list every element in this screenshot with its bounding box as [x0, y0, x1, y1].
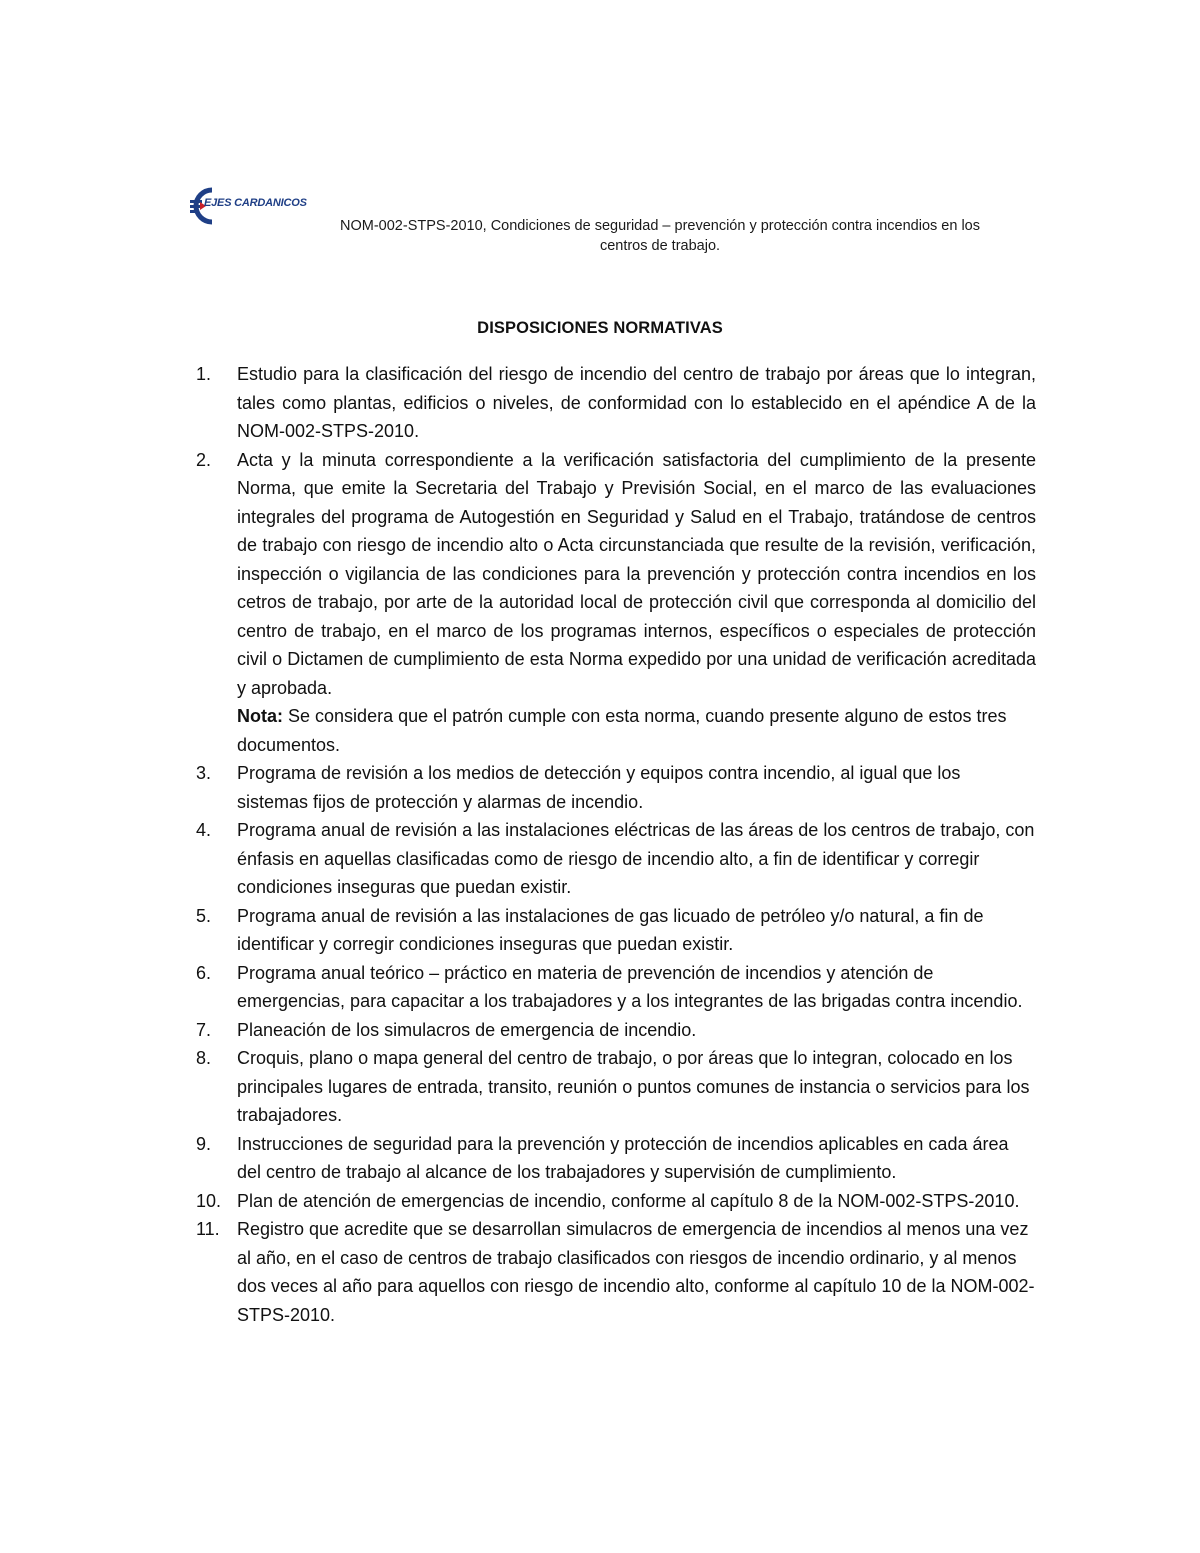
provisions-list [196, 360, 1036, 1329]
item-text: Programa anual de revisión a las instalaciones de gas licuado de petróleo y/o natural, a fin de identificar y corregir condiciones inseguras que puedan existir. [237, 905, 984, 954]
item-number: 9. [196, 1133, 212, 1154]
item-number: 6. [196, 962, 212, 983]
header-line-1: NOM-002-STPS-2010, Condiciones de seguridad – prevención y protección contra incendios en los [340, 218, 980, 234]
item-number: 11. [196, 1219, 220, 1239]
item-number: 1. [196, 364, 212, 384]
list-item [196, 446, 1036, 760]
list-item [196, 959, 1036, 1016]
item-number: 5. [196, 905, 212, 926]
item-note [237, 702, 1036, 759]
item-text: Registro que acredite que se desarrollan simulacros de emergencia de incendios al menos una vez al año, en el caso de centros de trabajo clasificados con riesgos de incendio ordinario, y al menos dos veces al año para aquellos con riesgo de incendio alto, conforme al capítulo 10 de la NOM-002-STPS-2010. [237, 1219, 1035, 1325]
item-text: Croquis, plano o mapa general del centro de trabajo, o por áreas que lo integran, colocado en los principales lugares de entrada, transito, reunión o puntos comunes de instancia o servicios para los trabajadores. [237, 1048, 1030, 1125]
list-item [196, 360, 1036, 446]
item-number: 10. [196, 1190, 222, 1211]
item-text: Programa de revisión a los medios de detección y equipos contra incendio, al igual que los sistemas fijos de protección y alarmas de incendio. [237, 763, 961, 812]
document-header [280, 216, 1040, 256]
list-item [196, 1016, 1036, 1045]
item-text: Instrucciones de seguridad para la prevención y protección de incendios aplicables en cada área del centro de trabajo al alcance de los trabajadores y supervisión de cumplimiento. [237, 1133, 1009, 1182]
item-text: Acta y la minuta correspondiente a la verificación satisfactoria del cumplimiento de la presente Norma, que emite la Secretaria del Trabajo y Previsión Social, en el marco de las evaluaciones integrales del programa de Autogestión en Seguridad y Salud en el Trabajo, tratándose de centros de trabajo con riesgo de incendio alto o Acta circunstanciada que resulte de la revisión, verificación, inspección o vigilancia de las condiciones para la prevención y protección contra incendios en los cetros de trabajo, por arte de la autoridad local de protección civil que corresponda al domicilio del centro de trabajo, en el marco de los programas internos, específicos o especiales de protección civil o Dictamen de cumplimiento de esta Norma expedido por una unidad de verificación acreditada y aprobada. [237, 449, 1036, 698]
list-item [196, 1044, 1036, 1130]
item-text: Programa anual teórico – práctico en materia de prevención de incendios y atención de emergencias, para capacitar a los trabajadores y a los integrantes de las brigadas contra incendio. [237, 962, 1023, 1011]
list-item [196, 1215, 1036, 1329]
item-number: 3. [196, 763, 212, 783]
item-text: Plan de atención de emergencias de incendio, conforme al capítulo 8 de la NOM-002-STPS-2010. [237, 1190, 1020, 1211]
logo-text: EJES CARDANICOS [204, 197, 307, 209]
note-label: Nota: [237, 706, 283, 726]
item-text: Estudio para la clasificación del riesgo de incendio del centro de trabajo por áreas que lo integran, tales como plantas, edificios o niveles, de conformidad con lo establecido en el apéndice A de la NOM-002-STPS-2010. [237, 364, 1036, 441]
item-text: Programa anual de revisión a las instalaciones eléctricas de las áreas de los centros de trabajo, con énfasis en aquellas clasificadas como de riesgo de incendio alto, a fin de identificar y corregir condiciones inseguras que puedan existir. [237, 820, 1035, 897]
list-item [196, 1130, 1036, 1187]
list-item [196, 902, 1036, 959]
item-number: 7. [196, 1019, 212, 1040]
section-title: DISPOSICIONES NORMATIVAS [477, 319, 723, 337]
item-text: Planeación de los simulacros de emergencia de incendio. [237, 1019, 697, 1040]
item-number: 2. [196, 449, 212, 470]
item-number: 4. [196, 820, 212, 840]
note-text: Se considera que el patrón cumple con esta norma, cuando presente alguno de estos tres documentos. [237, 706, 1007, 755]
list-item [196, 759, 1036, 816]
header-line-2: centros de trabajo. [599, 238, 721, 254]
list-item [196, 1187, 1036, 1216]
list-item [196, 816, 1036, 902]
item-number: 8. [196, 1048, 212, 1068]
